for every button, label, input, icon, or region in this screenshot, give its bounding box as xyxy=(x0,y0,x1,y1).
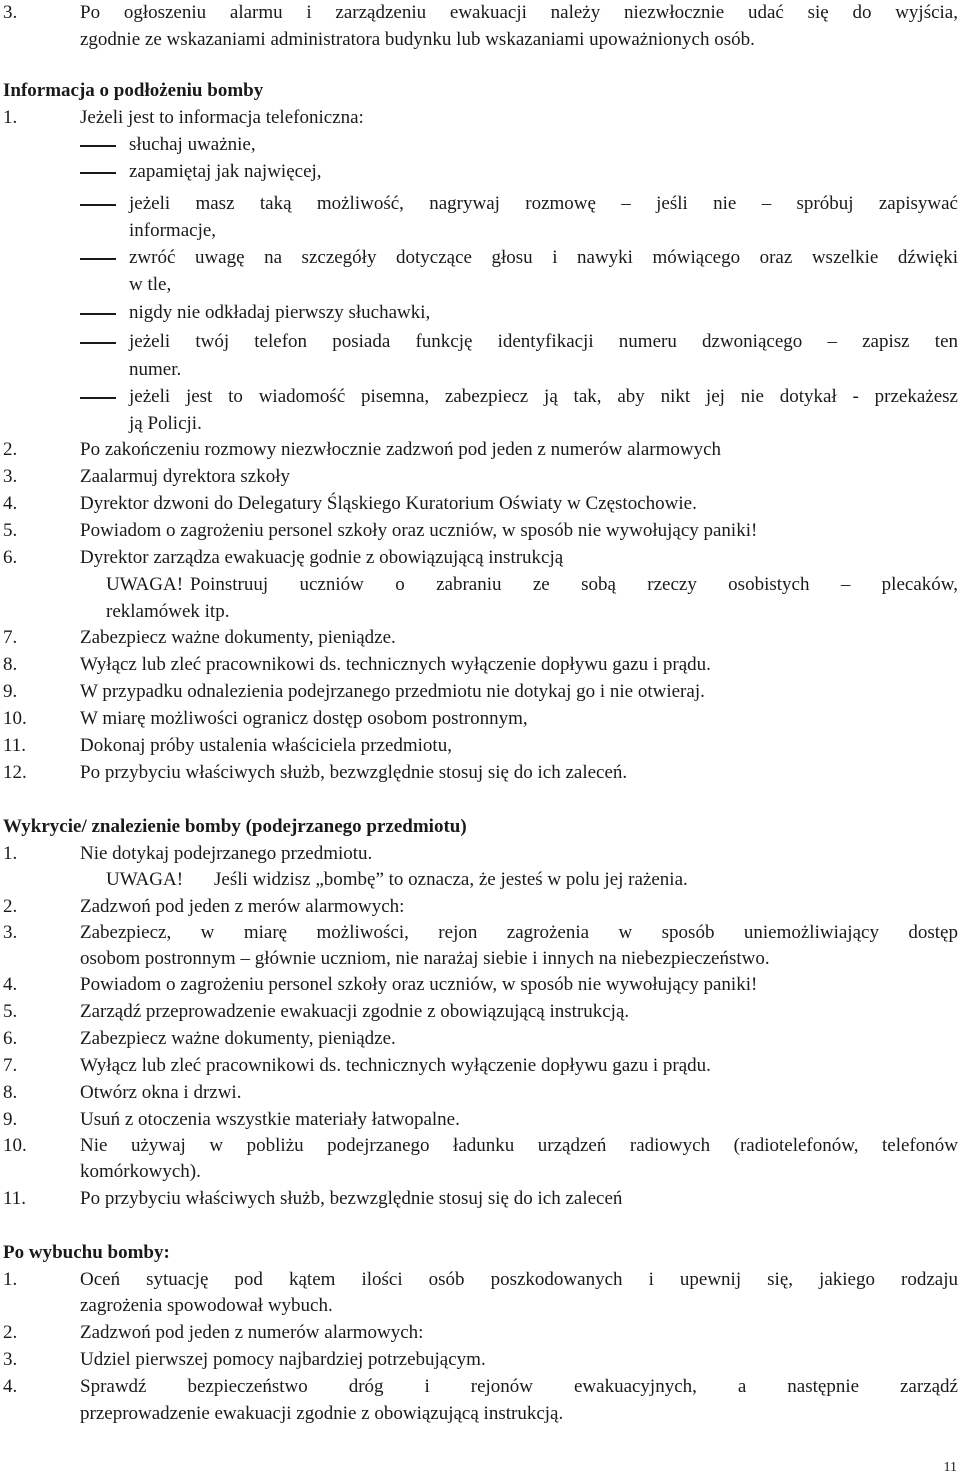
dash-bullet xyxy=(80,313,116,315)
dash-bullet xyxy=(80,145,116,147)
item-number: 1. xyxy=(3,107,18,128)
warning-text: Poinstruuj uczniów o zabraniu ze sobą rzeczy osobistych – plecaków, xyxy=(190,574,958,595)
dash-bullet xyxy=(80,342,116,344)
item-text: zgodnie ze wskazaniami administratora budynku lub wskazaniami upoważnionych osób. xyxy=(80,29,755,50)
item-text: Po ogłoszeniu alarmu i zarządzeniu ewakuacji należy niezwłocznie udać się do wyjścia, xyxy=(80,2,958,23)
item-number: 3. xyxy=(3,2,18,23)
warning-text: Jeśli widzisz „bombę” to oznacza, że jesteś w polu jej rażenia. xyxy=(214,869,688,890)
page-number: 11 xyxy=(943,1460,957,1475)
warning-label: UWAGA! xyxy=(106,574,184,595)
warning-label: UWAGA! xyxy=(106,869,184,890)
dash-bullet xyxy=(80,172,116,174)
dash-bullet xyxy=(80,258,116,260)
dash-bullet xyxy=(80,397,116,399)
item-text: Jeżeli jest to informacja telefoniczna: xyxy=(80,107,364,128)
dash-bullet xyxy=(80,204,116,206)
